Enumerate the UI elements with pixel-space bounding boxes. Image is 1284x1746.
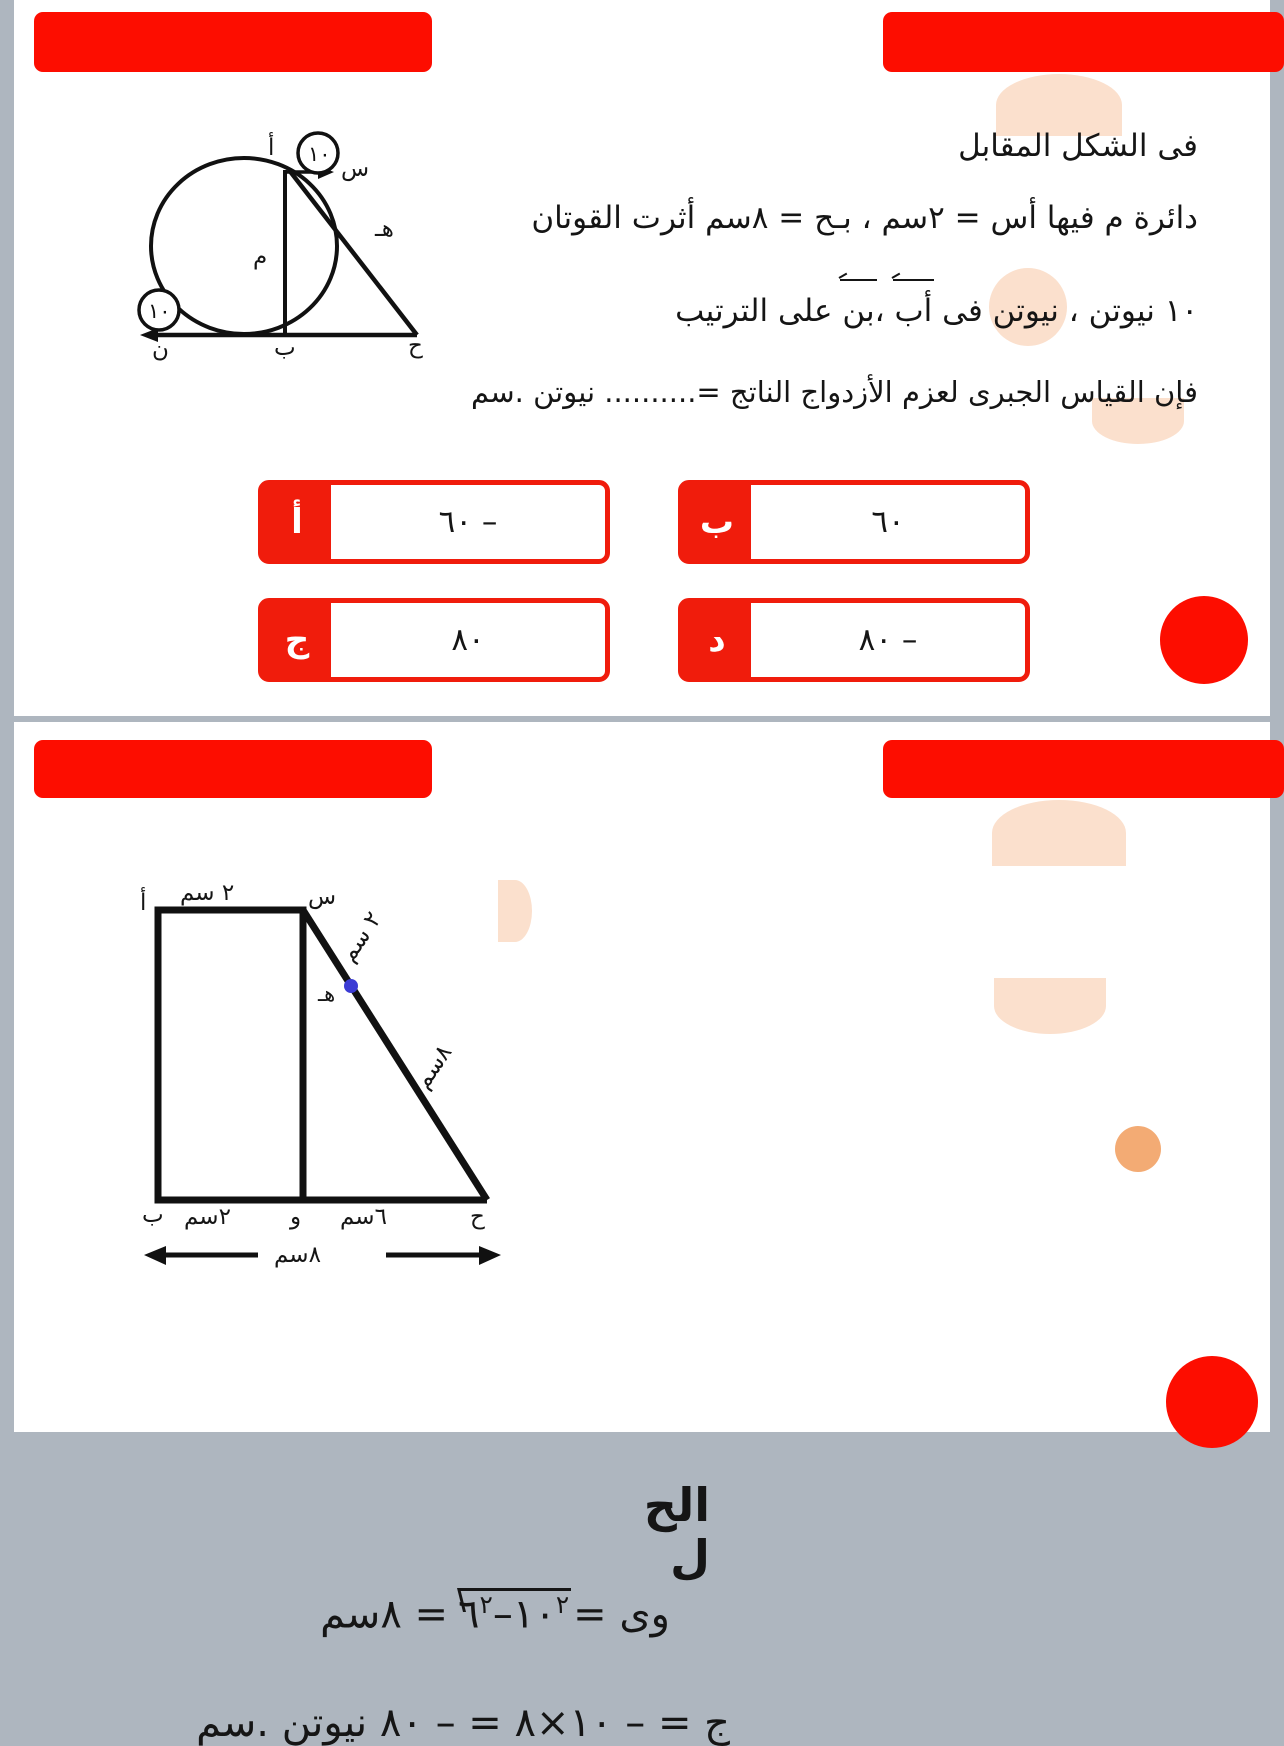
vector-ab-label: أب bbox=[894, 293, 933, 329]
radical-bar bbox=[458, 1588, 571, 1591]
figure-top-label-h: ح bbox=[408, 333, 423, 359]
figure-top-label-n: ن bbox=[152, 337, 169, 363]
figure-bottom-base-left-length: ٢سم bbox=[184, 1204, 231, 1230]
figure-bottom-top-length: ٢ سم bbox=[180, 880, 235, 906]
redaction-bar-bottom-right bbox=[883, 740, 1284, 798]
decorative-orange-dot bbox=[1115, 1126, 1161, 1172]
decorative-dome-shape bbox=[996, 74, 1122, 136]
figure-top-force-top-value: ١٠ bbox=[308, 142, 331, 166]
solution-title-line-1: الح bbox=[643, 1478, 710, 1532]
point-marker-ha bbox=[344, 979, 358, 993]
question-line-3-middle: نيوتن فى bbox=[932, 293, 1059, 329]
answer-option-d-value: – ٨٠ bbox=[858, 622, 918, 658]
question-line-2: دائرة م فيها أس = ٢سم ، بـح = ٨سم أثرت القوتان bbox=[531, 200, 1198, 236]
solution-step-1 bbox=[320, 1590, 670, 1637]
solution-title bbox=[643, 1478, 710, 1584]
redaction-bar-top-right bbox=[883, 12, 1284, 72]
measure-arrow-left-icon bbox=[144, 1246, 166, 1265]
decorative-red-circle-2 bbox=[1166, 1356, 1258, 1448]
answer-option-b[interactable] bbox=[678, 480, 1030, 564]
figure-bottom-base-right-length: ٦سم bbox=[340, 1204, 387, 1230]
solution-title-line-2: ل bbox=[670, 1530, 710, 1584]
figure-bottom-label-ha: هـ bbox=[318, 982, 336, 1006]
figure-rectangle-triangle-svg bbox=[122, 872, 522, 1292]
figure-top-label-a: أ bbox=[268, 135, 275, 161]
figure-bottom-label-b: ب bbox=[142, 1202, 164, 1228]
answer-option-a-value: – ٦٠ bbox=[438, 504, 498, 540]
answer-option-d-letter: د bbox=[683, 603, 751, 677]
figure-bottom-label-s: س bbox=[308, 884, 337, 910]
answer-option-b-letter: ب bbox=[683, 485, 751, 559]
radical-term-1: ١٠ bbox=[512, 1591, 556, 1638]
question-line-3 bbox=[675, 293, 1198, 329]
question-line-3-prefix: ١٠ نيوتن ، bbox=[1058, 293, 1198, 329]
answer-option-c-value: ٨٠ bbox=[451, 622, 485, 658]
vector-arrow-icon bbox=[840, 279, 876, 281]
vector-ab bbox=[895, 293, 933, 329]
vector-arrow-icon bbox=[893, 279, 935, 281]
answer-option-a[interactable] bbox=[258, 480, 610, 564]
figure-bottom-upper-slant-length: ٢ سم bbox=[335, 907, 388, 967]
radical-operator: – bbox=[492, 1591, 513, 1638]
vector-bn-label: بن bbox=[842, 293, 875, 329]
radical-exponent-1: ٢ bbox=[555, 1590, 570, 1619]
figure-rectangle-triangle bbox=[122, 872, 522, 1292]
answer-option-d[interactable] bbox=[678, 598, 1030, 682]
question-line-1: فى الشكل المقابل bbox=[958, 128, 1198, 164]
answer-option-a-letter: أ bbox=[263, 485, 331, 559]
question-line-3-suffix: على الترتيب bbox=[675, 293, 843, 329]
figure-bottom-lower-slant-length: ٨سم bbox=[409, 1040, 458, 1094]
figure-bottom-label-a: أ bbox=[140, 890, 147, 916]
decorative-dome-shape-3 bbox=[992, 800, 1126, 866]
radical-exponent-2: ٢ bbox=[479, 1590, 493, 1619]
question-line-4: فإن القياس الجبرى لعزم الأزدواج الناتج =.......... نيوتن .سم bbox=[471, 375, 1198, 409]
figure-bottom-label-w: و bbox=[290, 1204, 302, 1230]
figure-top-label-b: ب bbox=[274, 335, 296, 361]
answer-option-c[interactable] bbox=[258, 598, 610, 682]
solution-step-2: ج = – ١٠×٨ = – ٨٠ نيوتن .سم bbox=[196, 1700, 730, 1746]
measure-arrow-right-icon bbox=[479, 1246, 501, 1265]
figure-bottom-label-h: ح bbox=[470, 1204, 485, 1230]
answer-option-b-value: ٦٠ bbox=[871, 504, 905, 540]
redaction-bar-top-left bbox=[34, 12, 432, 72]
figure-top-label-s: س bbox=[341, 156, 370, 182]
square-root-icon bbox=[448, 1590, 573, 1637]
radical-term-2: ٦ bbox=[458, 1591, 480, 1638]
worksheet-page-bottom bbox=[14, 722, 1270, 1746]
figure-bottom-total-base-length: ٨سم bbox=[274, 1242, 321, 1268]
figure-top-force-left-value: ١٠ bbox=[148, 299, 171, 323]
hypotenuse-line bbox=[303, 910, 487, 1200]
figure-top-label-m: م bbox=[253, 244, 268, 270]
worksheet-page-top bbox=[14, 0, 1270, 716]
solution-step-1-lhs: وى = bbox=[573, 1591, 670, 1638]
question-line-3-separator: ، bbox=[874, 293, 895, 329]
rectangle-shape bbox=[158, 910, 303, 1200]
figure-circle-forces bbox=[122, 128, 462, 378]
figure-top-label-h-side: هـ bbox=[375, 216, 394, 242]
decorative-red-circle bbox=[1160, 596, 1248, 684]
answer-option-c-letter: ج bbox=[263, 603, 331, 677]
redaction-bar-bottom-left bbox=[34, 740, 432, 798]
vector-bn bbox=[842, 293, 874, 329]
solution-step-1-rhs: = ٨سم bbox=[320, 1591, 449, 1638]
decorative-dome-shape-4 bbox=[994, 978, 1106, 1034]
